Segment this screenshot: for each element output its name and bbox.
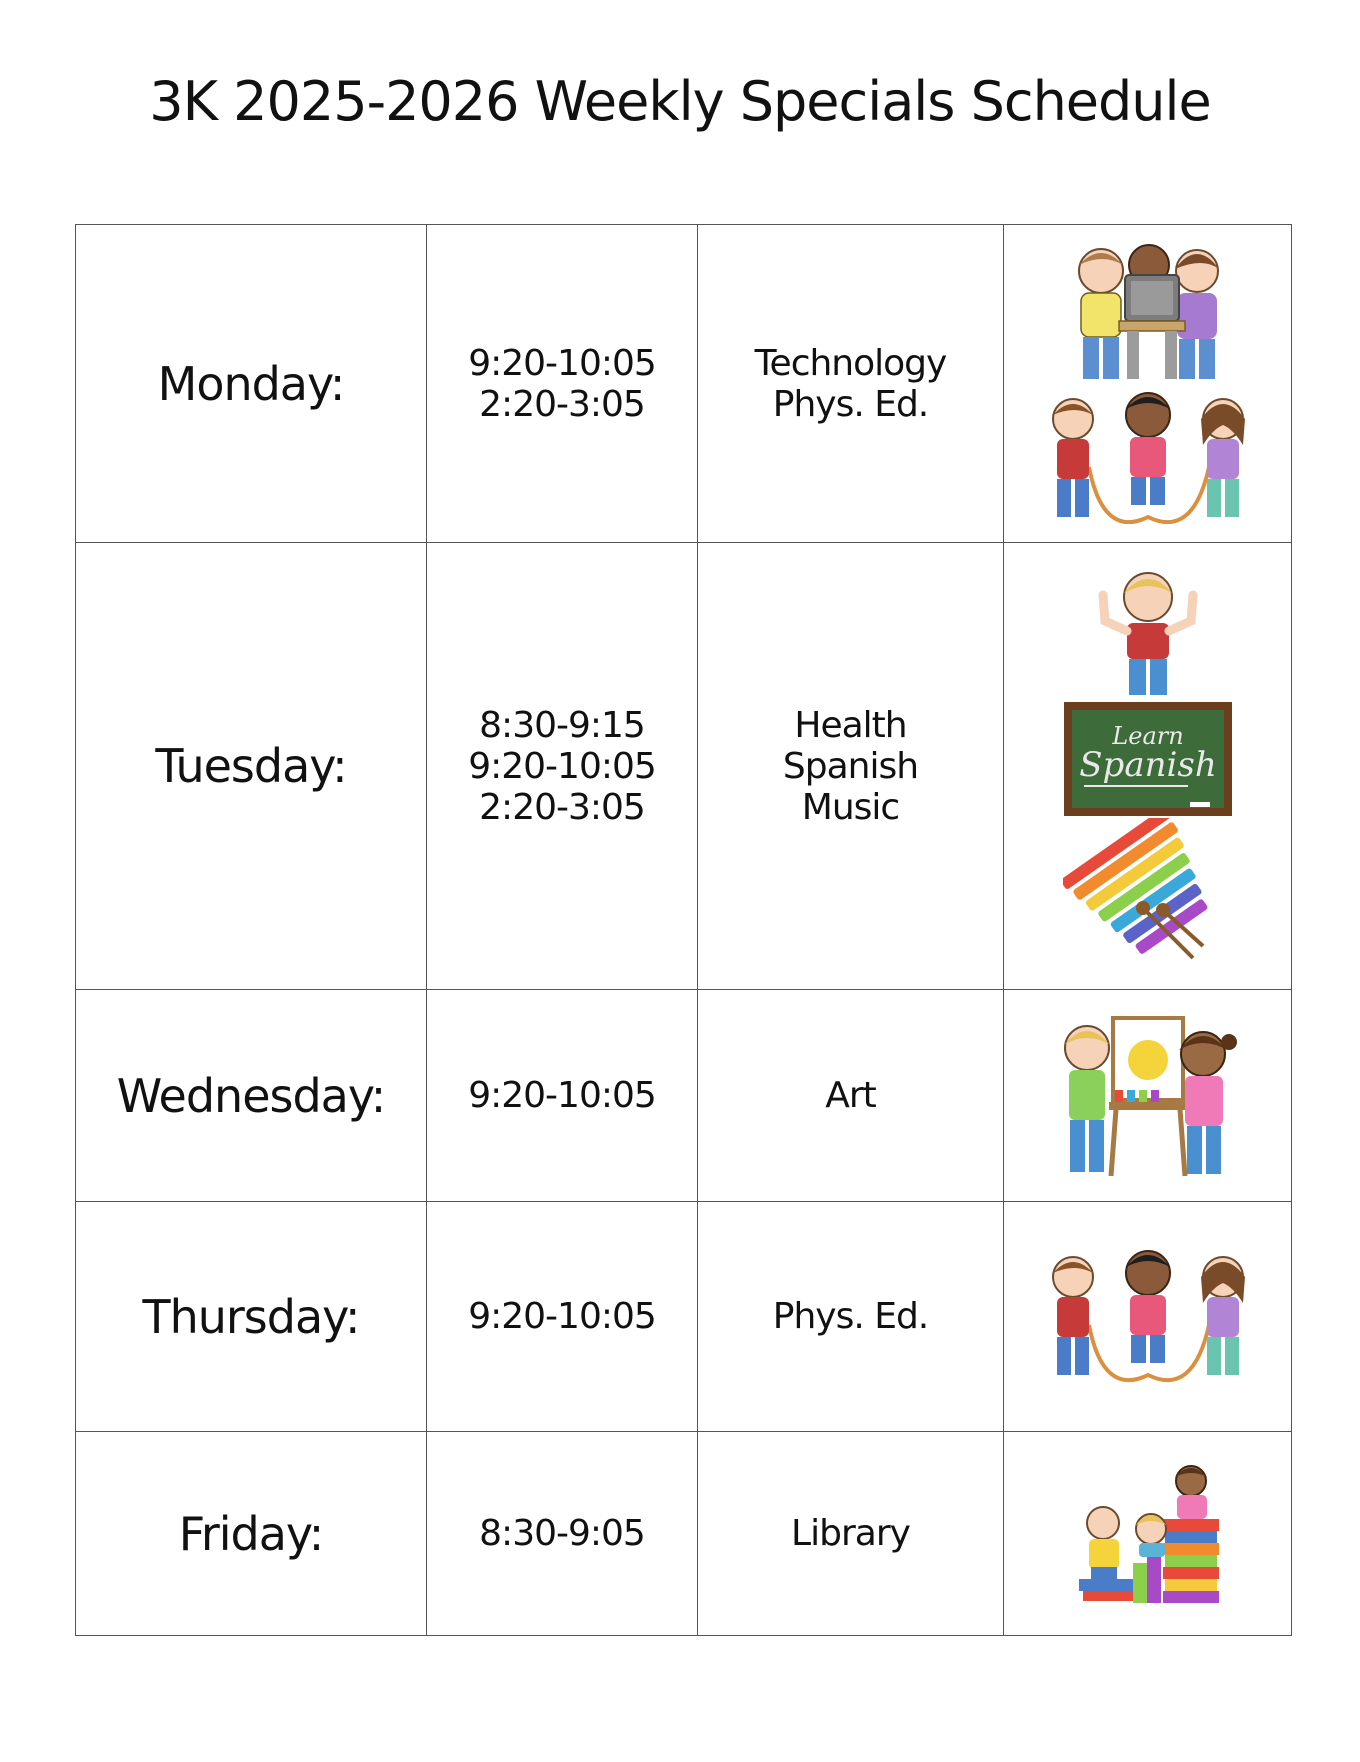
day-label: Tuesday: — [155, 739, 347, 793]
subject-label: Phys. Ed. — [772, 1296, 929, 1337]
schedule-row-friday — [76, 1432, 1292, 1636]
time-cell — [427, 1432, 698, 1636]
chalkboard-icon — [1062, 700, 1234, 818]
schedule-row-tuesday — [76, 543, 1292, 990]
subject-label: Library — [791, 1513, 910, 1554]
image-cell — [1004, 1432, 1292, 1636]
schedule-row-wednesday — [76, 990, 1292, 1202]
subject-cell — [698, 1202, 1004, 1432]
chalkboard-line2: Spanish — [1078, 744, 1217, 785]
day-label: Friday: — [178, 1506, 324, 1561]
day-cell — [76, 225, 427, 543]
strong-boy-icon — [1093, 565, 1203, 700]
time-slot: 9:20-10:05 — [468, 1296, 656, 1337]
time-slot: 9:20-10:05 — [468, 1075, 656, 1116]
subject-label: Health — [794, 704, 907, 746]
image-cell — [1004, 990, 1292, 1202]
time-cell — [427, 543, 698, 990]
subject-label: Phys. Ed. — [772, 383, 929, 425]
time-slot: 9:20-10:05 — [468, 342, 656, 384]
subject-cell — [698, 225, 1004, 543]
schedule-table — [75, 224, 1292, 1636]
schedule-row-thursday — [76, 1202, 1292, 1432]
children-at-computer-icon — [1063, 239, 1233, 389]
image-cell — [1004, 1202, 1292, 1432]
children-painting-easel-icon — [1053, 1006, 1243, 1186]
subject-label: Spanish — [782, 745, 919, 787]
schedule-row-monday — [76, 225, 1292, 543]
time-cell — [427, 990, 698, 1202]
day-label: Wednesday: — [116, 1068, 386, 1123]
chalkboard-line1: Learn — [1111, 721, 1184, 750]
day-cell — [76, 990, 427, 1202]
day-cell — [76, 1432, 427, 1636]
time-slot: 2:20-3:05 — [479, 383, 645, 425]
time-slot: 2:20-3:05 — [479, 786, 645, 828]
time-cell — [427, 1202, 698, 1432]
day-cell — [76, 543, 427, 990]
time-slot: 8:30-9:05 — [479, 1513, 645, 1554]
xylophone-icon — [1063, 818, 1233, 968]
subject-label: Art — [825, 1075, 876, 1116]
children-on-books-icon — [1073, 1459, 1223, 1609]
image-cell — [1004, 543, 1292, 990]
time-cell — [427, 225, 698, 543]
day-label: Monday: — [157, 356, 345, 411]
children-jump-rope-icon — [1043, 389, 1253, 529]
subject-label: Music — [801, 786, 900, 828]
image-cell — [1004, 225, 1292, 543]
subject-cell — [698, 1432, 1004, 1636]
subject-cell — [698, 543, 1004, 990]
subject-label: Technology — [754, 342, 947, 384]
children-jump-rope-icon — [1043, 1247, 1253, 1387]
time-slot: 8:30-9:15 — [479, 704, 645, 746]
day-label: Thursday: — [142, 1289, 360, 1344]
time-slot: 9:20-10:05 — [468, 745, 656, 787]
page-title: 3K 2025-2026 Weekly Specials Schedule — [149, 70, 1211, 133]
subject-cell — [698, 990, 1004, 1202]
day-cell — [76, 1202, 427, 1432]
